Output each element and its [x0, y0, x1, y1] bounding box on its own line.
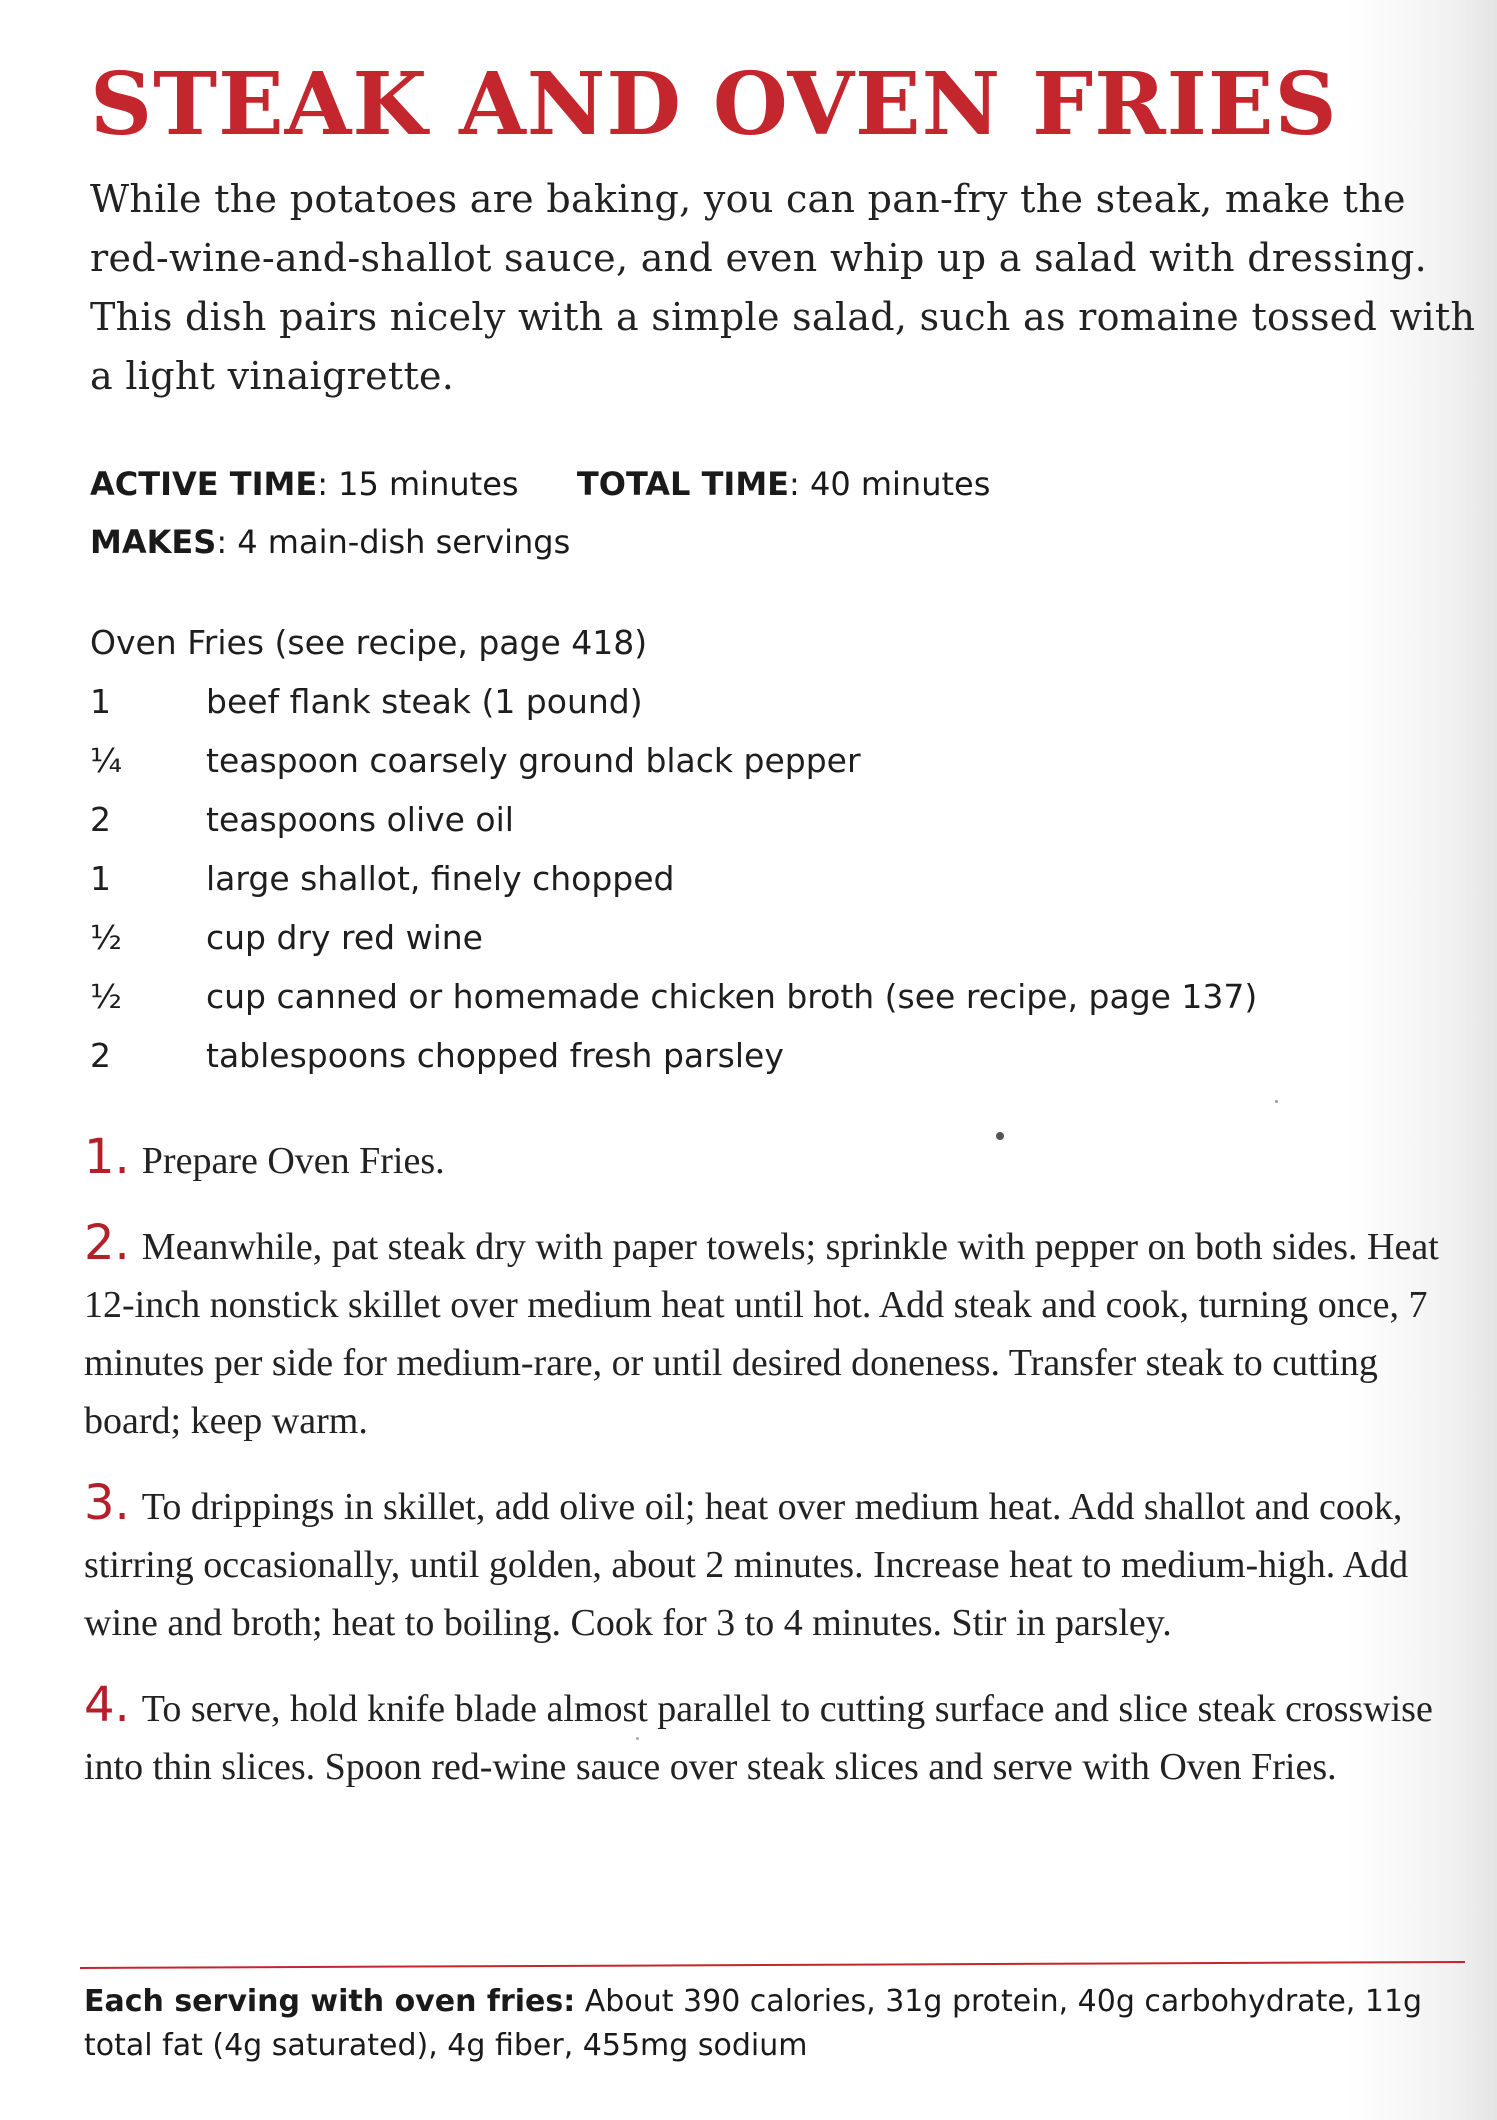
directions — [84, 1128, 1474, 1820]
ingredient-item — [90, 967, 1257, 1026]
nutrition-text: About 390 calories, 31g protein, 40g carbohydrate, 11g total fat (4g saturated), 4g fiber, 455mg sodium — [84, 1984, 1423, 2063]
ingredient-text: cup canned or homemade chicken broth (see recipe, page 137) — [206, 977, 1258, 1016]
total-time-label: TOTAL TIME — [576, 465, 790, 503]
nutrition-divider — [80, 1961, 1465, 1969]
ingredient-text: teaspoons olive oil — [206, 800, 514, 839]
ingredient-item — [90, 790, 1257, 849]
ingredient-item — [90, 731, 1257, 790]
makes-label: MAKES — [90, 523, 217, 561]
step-number: 3. — [84, 1475, 130, 1531]
active-time-label: ACTIVE TIME — [90, 465, 318, 503]
step-number: 2. — [84, 1215, 130, 1271]
step-4 — [84, 1676, 1474, 1796]
ingredient-item — [90, 672, 1257, 731]
print-speck — [996, 1132, 1004, 1140]
print-speck — [636, 1737, 639, 1740]
step-number: 1. — [84, 1129, 130, 1185]
ingredient-qty: 1 — [90, 682, 111, 721]
ingredient-qty: 1 — [90, 859, 111, 898]
ingredient-text: tablespoons chopped fresh parsley — [206, 1036, 784, 1075]
nutrition-label: Each serving with oven fries: — [84, 1984, 576, 2019]
makes-colon: : — [216, 523, 238, 561]
ingredient-text: teaspoon coarsely ground black pepper — [206, 741, 861, 780]
ingredient-text: beef flank steak (1 pound) — [206, 682, 643, 721]
recipe-title: STEAK AND OVEN FRIES — [90, 54, 1338, 155]
ingredient-qty: ½ — [90, 918, 122, 957]
ingredient-qty: ½ — [90, 977, 122, 1016]
total-time-colon: : — [789, 465, 810, 503]
ingredient-qty: ¼ — [90, 741, 122, 780]
makes-value: 4 main-dish servings — [237, 523, 571, 561]
ingredient-item — [90, 908, 1257, 967]
print-speck — [1275, 1100, 1278, 1103]
ingredient-list — [90, 613, 1257, 1085]
ingredient-text: large shallot, finely chopped — [206, 859, 675, 898]
active-time-value: 15 minutes — [338, 465, 519, 503]
ingredient-item — [90, 1026, 1257, 1085]
step-text: Meanwhile, pat steak dry with paper towels; sprinkle with pepper on both sides. Heat 12-inch nonstick skillet over medium heat until hot. Add steak and cook, turning once, 7 minutes per side for medium-rare, or until desired doneness. Transfer steak to cutting board; keep warm. — [84, 1226, 1439, 1442]
makes-row — [90, 513, 990, 571]
recipe-intro: While the potatoes are baking, you can pan-fry the steak, make the red-wine-and-shallot sauce, and even whip up a salad with dressing. This dish pairs nicely with a simple salad, such as romaine tossed with a light vinaigrette. — [90, 177, 1476, 398]
step-1 — [84, 1128, 1474, 1190]
step-3 — [84, 1474, 1474, 1652]
step-text: To serve, hold knife blade almost parallel to cutting surface and slice steak crosswise into thin slices. Spoon red-wine sauce over steak slices and serve with Oven Fries. — [84, 1688, 1433, 1788]
ingredient-qty: 2 — [90, 800, 111, 839]
step-2 — [84, 1214, 1474, 1450]
active-time-colon: : — [317, 465, 339, 503]
time-row — [90, 455, 990, 513]
ingredient-qty: 2 — [90, 1036, 111, 1075]
ingredient-text: cup dry red wine — [206, 918, 483, 957]
total-time-value: 40 minutes — [809, 465, 991, 503]
step-number: 4. — [84, 1677, 130, 1733]
step-text: Prepare Oven Fries. — [141, 1140, 445, 1182]
recipe-meta — [90, 455, 990, 571]
step-text: To drippings in skillet, add olive oil; heat over medium heat. Add shallot and cook, stirring occasionally, until golden, about 2 minutes. Increase heat to medium-high. Add wine and broth; heat to boiling. Cook for 3 to 4 minutes. Stir in parsley. — [84, 1486, 1409, 1644]
ingredient-item — [90, 849, 1257, 908]
nutrition-info — [84, 1980, 1464, 2068]
ingredients-header: Oven Fries (see recipe, page 418) — [90, 623, 648, 662]
